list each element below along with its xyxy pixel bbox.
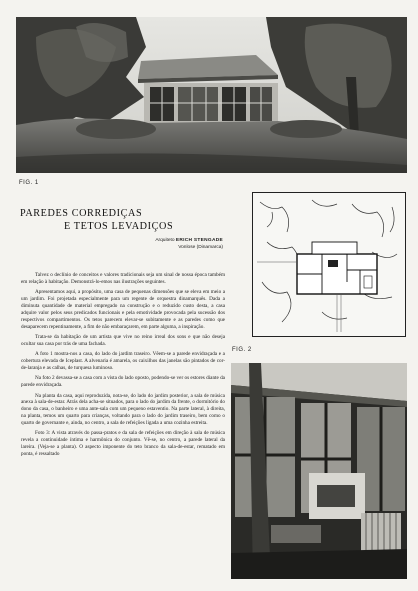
author-name: ERICH STENGADE xyxy=(175,238,223,243)
author-line xyxy=(155,237,223,244)
figure-1-caption: FIG. 1 xyxy=(19,180,39,186)
author-credit xyxy=(155,237,223,251)
article-title-line-1: PAREDES CORREDIÇAS xyxy=(20,208,143,219)
paragraph: Trata-se da habitação de um artista que vive no reino irreal dos sons e que não deseja ocultar sua casa por trás de uma fachada. xyxy=(21,333,225,347)
article-title-line-2: E TETOS LEVADIÇOS xyxy=(64,221,174,232)
paragraph: Foto 3: A vista através do passa-pratos e da sala de refeições em direção à sala de música revela a continuidade íntima e harmônica do conjunto. Vê-se, no centro, a parede lateral da lareira. (Veja-se a planta). O aspecto imponente do teto branco da sala-de-estar, rematado em ponta, é ressaltado xyxy=(21,430,225,457)
article-body xyxy=(21,272,225,461)
paragraph: A foto 1 mostra-nos a casa, do lado do jardim traseiro. Vêem-se a parede envidraçada e a cobertura elevada de Iceplast. A alvenaria é amarela, os caixilhos das janelas são pintados de cor-de-laranja e as calhas, de turquesa luminoso. xyxy=(21,351,225,371)
interior-photo xyxy=(231,363,407,579)
floor-plan-drawing xyxy=(252,192,406,337)
author-place: Vonlose (Dinamarca) xyxy=(178,245,223,250)
paragraph: Talvez o declínio de conceitos e valores tradicionais seja um sinal de nossa época também em relação à habitação. Demonstrá-lo-emos nas ilustrações seguintes. xyxy=(21,272,225,285)
paragraph: Na planta da casa, aqui reproduzida, nota-se, do lado do jardim posterior, a sala de música anexa à sala-de-estar. Atrás dela acha-se situados, para o lado do jardim da frente, o dormitório do dono da casa, o banheiro e uma ante-sala com um pequeno estaventio. Na parte lateral, à direita, na planta, temos um quarto para crianças, voltando para o lado do jardim traseiro, bem como o quarto de governante e, ainda, no centro, a sala de refeições ligada a uma cozinha estreita. xyxy=(21,392,225,426)
paragraph: Apresentamos aqui, a propósito, uma casa de pequenas dimensões que se eleva em meio a um jardim. Foi projetada especialmente para um regente de orquestra dinamarquês. Dada a diminuta quantidade de material empregado na construção e o reduzido custo desta, a casa adquire valor pelos seus predicados funcionais e pela emotividade provocada pela sucessão dos respectivos compartimentos. Os tetos parecem elevar-se subitamente e as paredes como que desaparecem repentinamente, a fim de não embaraçarem, em parte alguma, a inspiração. xyxy=(21,289,225,330)
author-role: Arquiteto xyxy=(155,238,175,243)
house-garden-photo xyxy=(16,17,407,173)
paragraph: Na foto 2 devassa-se a casa com a vista do lado oposto, podendo-se ver os estores diante da parede envidraçada. xyxy=(21,375,225,389)
article-title xyxy=(20,207,225,233)
figure-2-caption: FIG. 2 xyxy=(232,347,252,353)
